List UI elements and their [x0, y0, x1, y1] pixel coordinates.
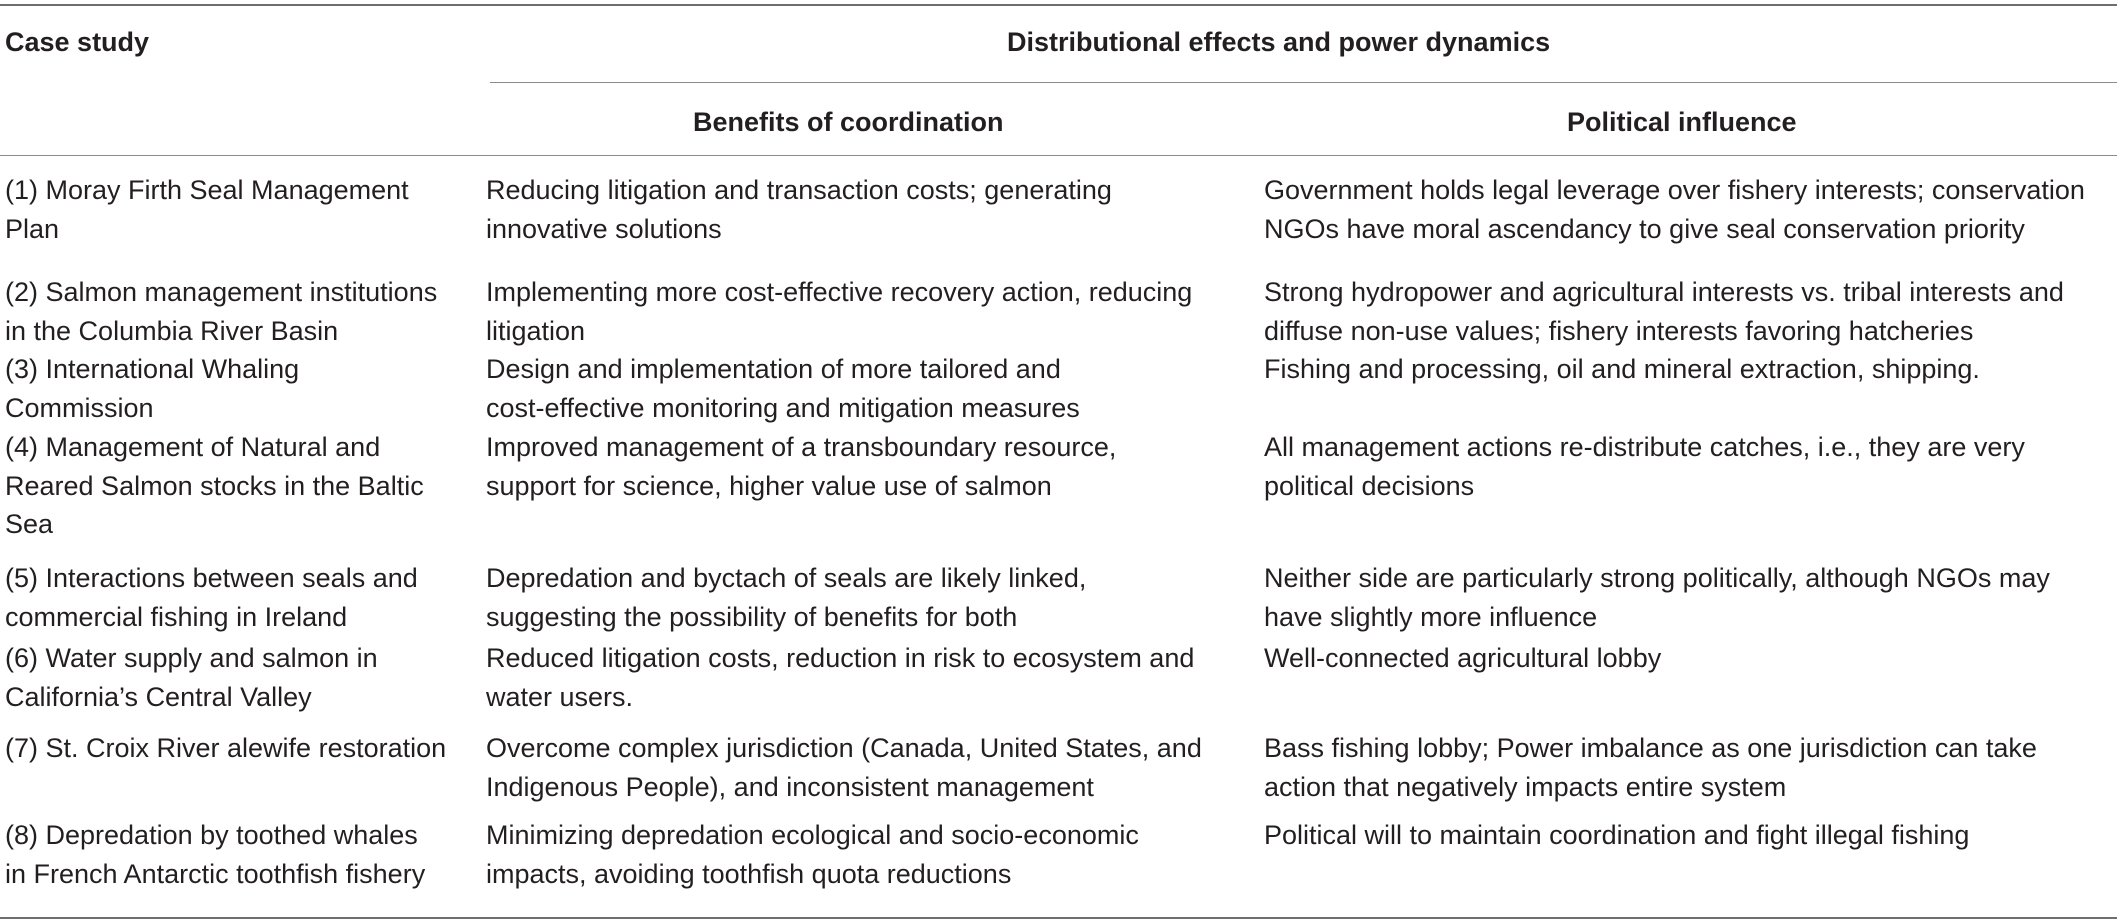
cell-line: Well-connected agricultural lobby — [1264, 643, 1662, 673]
cell-line: NGOs have moral ascendancy to give seal conservation priority — [1264, 213, 2025, 244]
cell-line: in the Columbia River Basin — [5, 315, 339, 346]
table-cell-benefits — [486, 273, 1192, 350]
cell-line: Minimizing depredation ecological and socio-economic — [486, 820, 1139, 850]
cell-line: support for science, higher value use of salmon — [486, 470, 1052, 501]
cell-line: Depredation and byctach of seals are likely linked, — [486, 563, 1087, 593]
header-benefits-of-coordination: Benefits of coordination — [693, 107, 1004, 137]
cell-line: Strong hydropower and agricultural interests vs. tribal interests and — [1264, 277, 2064, 307]
table-cell-political — [1264, 428, 2025, 505]
cell-line: Bass fishing lobby; Power imbalance as one jurisdiction can take — [1264, 733, 2037, 763]
header-bottom-rule — [0, 155, 2117, 156]
cell-line: Plan — [5, 213, 60, 244]
cell-line: Neither side are particularly strong politically, although NGOs may — [1264, 563, 2050, 593]
cell-line: California’s Central Valley — [5, 681, 312, 712]
cell-line: Commission — [5, 392, 154, 423]
cell-line: (2) Salmon management institutions — [5, 277, 438, 307]
cell-line: Overcome complex jurisdiction (Canada, United States, and — [486, 733, 1202, 763]
cell-line: (5) Interactions between seals and — [5, 563, 418, 593]
table-cell-benefits — [486, 559, 1086, 636]
cell-line: have slightly more influence — [1264, 601, 1598, 632]
cell-line: Reared Salmon stocks in the Baltic — [5, 470, 424, 501]
table-cell-case — [5, 273, 437, 350]
header-case-study: Case study — [5, 27, 150, 57]
table-cell-political — [1264, 171, 2085, 248]
table-cell-case — [5, 639, 378, 716]
cell-line: Reduced litigation costs, reduction in risk to ecosystem and — [486, 643, 1195, 673]
cell-line: Political will to maintain coordination and fight illegal fishing — [1264, 820, 1970, 850]
header-group-distributional-effects: Distributional effects and power dynamics — [1007, 27, 1551, 57]
table-cell-case — [5, 171, 409, 248]
cell-line: Government holds legal leverage over fishery interests; conservation — [1264, 175, 2085, 205]
cell-line: (3) International Whaling — [5, 354, 300, 384]
table-cell-benefits — [486, 171, 1112, 248]
table-cell-political — [1264, 816, 1969, 855]
cell-line: Reducing litigation and transaction costs; generating — [486, 175, 1112, 205]
table-cell-case — [5, 350, 299, 427]
cell-line: (8) Depredation by toothed whales — [5, 820, 418, 850]
cell-line: suggesting the possibility of benefits for both — [486, 601, 1018, 632]
cell-line: Indigenous People), and inconsistent management — [486, 771, 1094, 802]
table-cell-benefits — [486, 816, 1139, 893]
table-cell-case — [5, 729, 446, 768]
cell-line: water users. — [486, 681, 634, 712]
cell-line: Sea — [5, 509, 54, 539]
cell-line: Improved management of a transboundary resource, — [486, 432, 1117, 462]
cell-line: political decisions — [1264, 470, 1475, 501]
cell-line: action that negatively impacts entire system — [1264, 771, 1787, 802]
table-cell-case — [5, 428, 424, 544]
cell-line: (6) Water supply and salmon in — [5, 643, 378, 673]
table-cell-benefits — [486, 428, 1116, 505]
table-cell-benefits — [486, 350, 1080, 427]
table-cell-political — [1264, 559, 2050, 636]
cell-line: (7) St. Croix River alewife restoration — [5, 733, 447, 763]
cell-line: in French Antarctic toothfish fishery — [5, 858, 426, 889]
cell-line: diffuse non-use values; fishery interests favoring hatcheries — [1264, 315, 1974, 346]
table-cell-political — [1264, 729, 2037, 806]
table-cell-case — [5, 816, 425, 893]
cell-line: impacts, avoiding toothfish quota reductions — [486, 858, 1012, 889]
table-cell-benefits — [486, 639, 1194, 716]
table-cell-political — [1264, 350, 1980, 389]
cell-line: Implementing more cost-effective recovery action, reducing — [486, 277, 1193, 307]
cell-line: (4) Management of Natural and — [5, 432, 381, 462]
cell-line: commercial fishing in Ireland — [5, 601, 348, 632]
cell-line: litigation — [486, 315, 586, 346]
table-bottom-rule — [0, 917, 2117, 919]
table-cell-political — [1264, 273, 2064, 350]
group-header-underline — [490, 82, 2117, 83]
header-political-influence: Political influence — [1567, 107, 1797, 137]
table-top-rule — [0, 4, 2117, 6]
table-cell-benefits — [486, 729, 1202, 806]
cell-line: (1) Moray Firth Seal Management — [5, 175, 409, 205]
cell-line: Design and implementation of more tailored and — [486, 354, 1061, 384]
cell-line: All management actions re-distribute catches, i.e., they are very — [1264, 432, 2025, 462]
cell-line: innovative solutions — [486, 213, 722, 244]
table-cell-case — [5, 559, 418, 636]
cell-line: cost-effective monitoring and mitigation measures — [486, 392, 1080, 423]
cell-line: Fishing and processing, oil and mineral extraction, shipping. — [1264, 354, 1980, 384]
table-cell-political — [1264, 639, 1661, 678]
